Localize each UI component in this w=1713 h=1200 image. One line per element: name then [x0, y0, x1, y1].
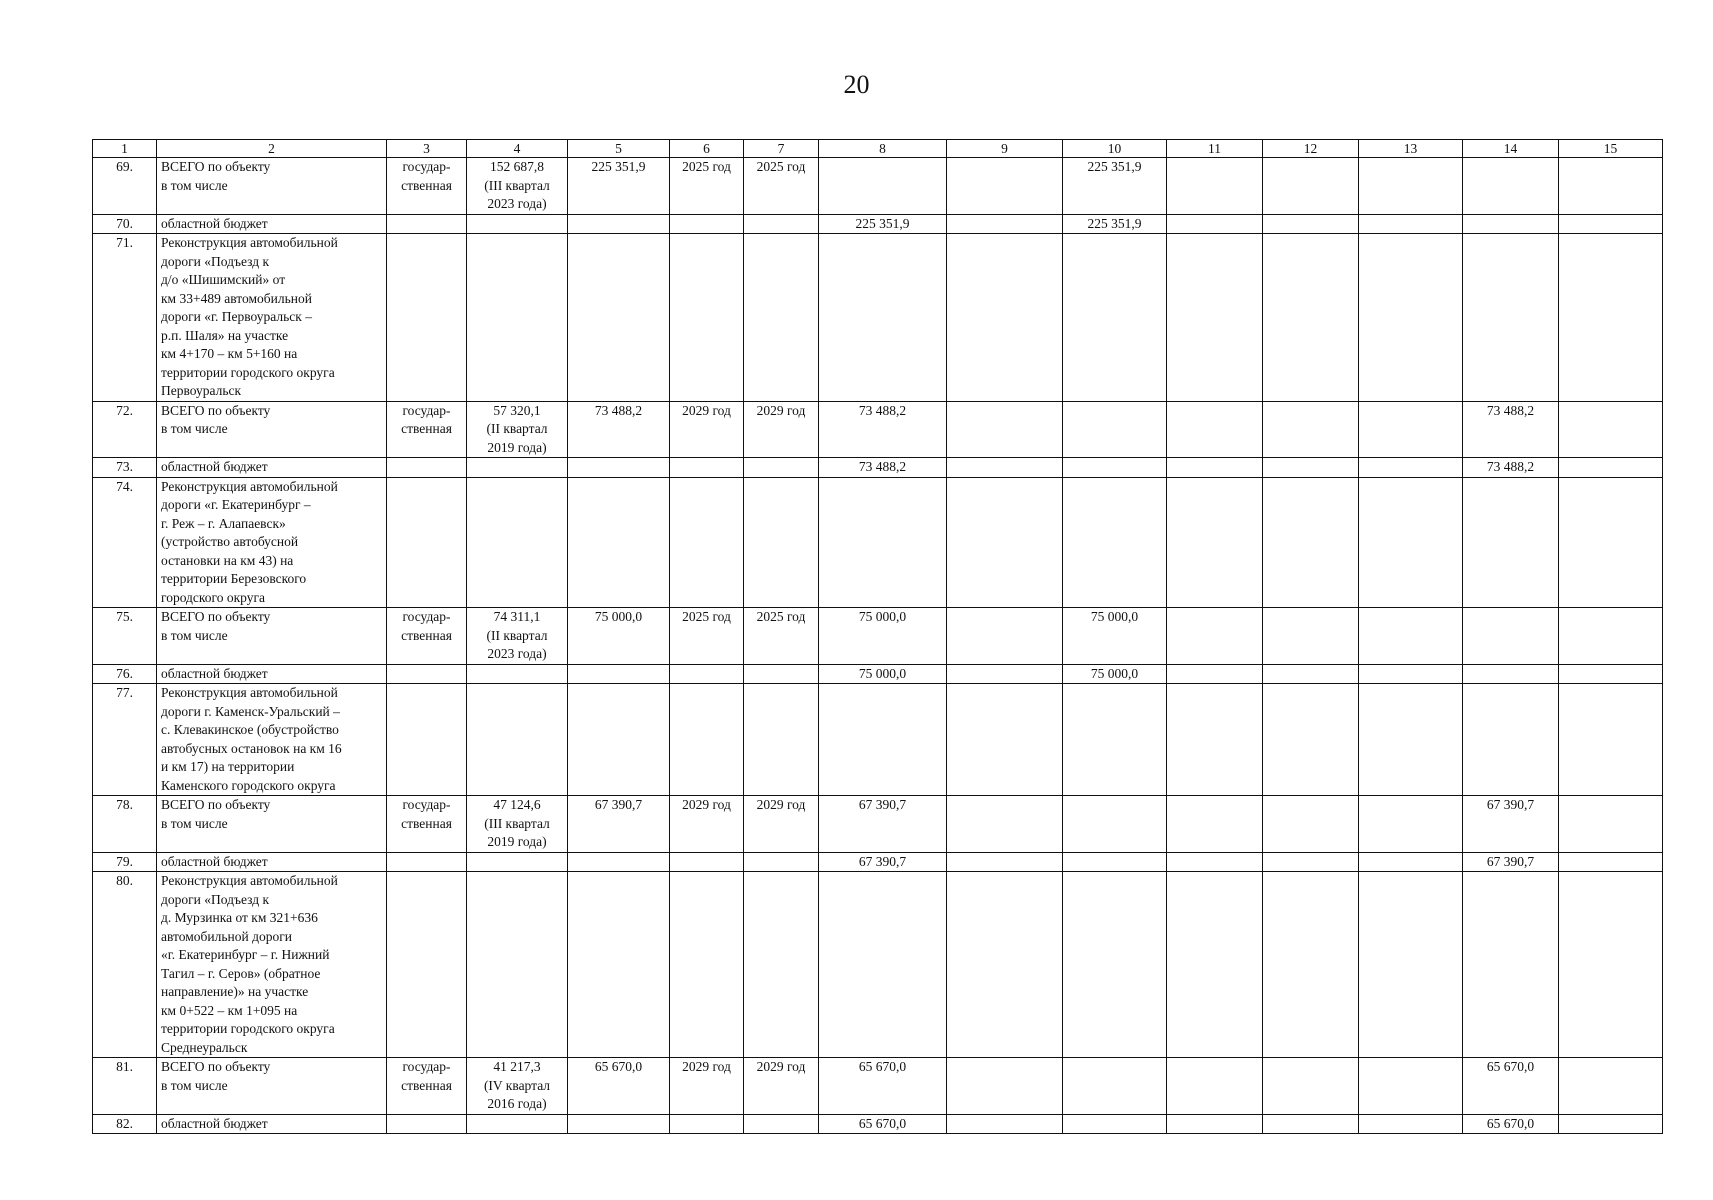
col13-value-cell — [1359, 214, 1463, 234]
ownership-cell: государ- ственная — [387, 1058, 467, 1115]
row-number-cell: 76. — [93, 664, 157, 684]
col15-value-cell — [1559, 214, 1663, 234]
item-name-cell: ВСЕГО по объекту в том числе — [157, 608, 387, 665]
total-cost-cell: 225 351,9 — [568, 158, 670, 215]
item-name-cell: областной бюджет — [157, 852, 387, 872]
end-year-cell: 2025 год — [744, 608, 819, 665]
col11-value-cell — [1167, 684, 1263, 796]
row-number-cell: 73. — [93, 458, 157, 478]
total-cost-cell — [568, 1114, 670, 1134]
row-number-cell: 75. — [93, 608, 157, 665]
row-number-cell: 82. — [93, 1114, 157, 1134]
end-year-cell: 2029 год — [744, 401, 819, 458]
col11-value-cell — [1167, 852, 1263, 872]
col11-value-cell — [1167, 608, 1263, 665]
col10-value-cell — [1063, 477, 1167, 608]
row-number-cell: 77. — [93, 684, 157, 796]
col9-value-cell — [947, 234, 1063, 402]
end-year-cell — [744, 234, 819, 402]
column-header: 2 — [157, 140, 387, 158]
estimated-cost-cell — [467, 458, 568, 478]
col9-value-cell — [947, 477, 1063, 608]
col12-value-cell — [1263, 796, 1359, 853]
col10-value-cell: 225 351,9 — [1063, 214, 1167, 234]
total-cost-cell — [568, 477, 670, 608]
col14-value-cell — [1463, 664, 1559, 684]
col14-value-cell — [1463, 608, 1559, 665]
total-cost-cell — [568, 214, 670, 234]
start-year-cell — [670, 872, 744, 1058]
end-year-cell — [744, 664, 819, 684]
total-cost-cell: 65 670,0 — [568, 1058, 670, 1115]
col9-value-cell — [947, 1058, 1063, 1115]
start-year-cell: 2025 год — [670, 158, 744, 215]
col11-value-cell — [1167, 214, 1263, 234]
col15-value-cell — [1559, 1114, 1663, 1134]
col9-value-cell — [947, 214, 1063, 234]
col11-value-cell — [1167, 796, 1263, 853]
col13-value-cell — [1359, 872, 1463, 1058]
ownership-cell — [387, 872, 467, 1058]
column-header: 5 — [568, 140, 670, 158]
item-name-cell: областной бюджет — [157, 458, 387, 478]
start-year-cell: 2029 год — [670, 401, 744, 458]
col13-value-cell — [1359, 1114, 1463, 1134]
table-row — [93, 1058, 1663, 1115]
row-number-cell: 72. — [93, 401, 157, 458]
column-header: 7 — [744, 140, 819, 158]
ownership-cell — [387, 458, 467, 478]
row-number-cell: 80. — [93, 872, 157, 1058]
col11-value-cell — [1167, 664, 1263, 684]
start-year-cell — [670, 477, 744, 608]
col13-value-cell — [1359, 477, 1463, 608]
column-header: 9 — [947, 140, 1063, 158]
col12-value-cell — [1263, 1058, 1359, 1115]
item-name-cell: областной бюджет — [157, 664, 387, 684]
col12-value-cell — [1263, 214, 1359, 234]
ownership-cell — [387, 214, 467, 234]
col15-value-cell — [1559, 234, 1663, 402]
start-year-cell — [670, 1114, 744, 1134]
total-cost-cell — [568, 872, 670, 1058]
start-year-cell — [670, 234, 744, 402]
col11-value-cell — [1167, 158, 1263, 215]
col9-value-cell — [947, 684, 1063, 796]
table-row — [93, 796, 1663, 853]
col15-value-cell — [1559, 401, 1663, 458]
column-header: 1 — [93, 140, 157, 158]
table-row — [93, 872, 1663, 1058]
estimated-cost-cell: 41 217,3 (IV квартал 2016 года) — [467, 1058, 568, 1115]
start-year-cell — [670, 214, 744, 234]
col9-value-cell — [947, 852, 1063, 872]
col13-value-cell — [1359, 796, 1463, 853]
end-year-cell — [744, 458, 819, 478]
col8-value-cell: 65 670,0 — [819, 1114, 947, 1134]
column-header: 6 — [670, 140, 744, 158]
column-header: 8 — [819, 140, 947, 158]
table-row — [93, 664, 1663, 684]
ownership-cell: государ- ственная — [387, 158, 467, 215]
col10-value-cell — [1063, 234, 1167, 402]
col10-value-cell: 75 000,0 — [1063, 608, 1167, 665]
total-cost-cell — [568, 458, 670, 478]
row-number-cell: 70. — [93, 214, 157, 234]
col14-value-cell: 67 390,7 — [1463, 852, 1559, 872]
col15-value-cell — [1559, 1058, 1663, 1115]
col9-value-cell — [947, 872, 1063, 1058]
estimated-cost-cell — [467, 872, 568, 1058]
ownership-cell — [387, 852, 467, 872]
item-name-cell: ВСЕГО по объекту в том числе — [157, 158, 387, 215]
item-name-cell: областной бюджет — [157, 214, 387, 234]
column-header: 14 — [1463, 140, 1559, 158]
col12-value-cell — [1263, 401, 1359, 458]
table-row — [93, 158, 1663, 215]
col14-value-cell — [1463, 234, 1559, 402]
end-year-cell — [744, 684, 819, 796]
table-row — [93, 608, 1663, 665]
total-cost-cell: 67 390,7 — [568, 796, 670, 853]
table-row — [93, 684, 1663, 796]
end-year-cell — [744, 852, 819, 872]
col9-value-cell — [947, 796, 1063, 853]
item-name-cell: Реконструкция автомобильной дороги «Подъезд к д/о «Шишимский» от км 33+489 автомобильной дороги «г. Первоуральск – р.п. Шаля» на участке км 4+170 – км 5+160 на территории городского округа Первоуральск — [157, 234, 387, 402]
col10-value-cell — [1063, 852, 1167, 872]
col14-value-cell: 65 670,0 — [1463, 1058, 1559, 1115]
col15-value-cell — [1559, 852, 1663, 872]
col14-value-cell — [1463, 684, 1559, 796]
column-header: 13 — [1359, 140, 1463, 158]
col15-value-cell — [1559, 664, 1663, 684]
ownership-cell — [387, 234, 467, 402]
table-row — [93, 1114, 1663, 1134]
ownership-cell: государ- ственная — [387, 796, 467, 853]
row-number-cell: 79. — [93, 852, 157, 872]
column-header: 11 — [1167, 140, 1263, 158]
total-cost-cell — [568, 234, 670, 402]
estimated-cost-cell — [467, 477, 568, 608]
col14-value-cell: 67 390,7 — [1463, 796, 1559, 853]
col12-value-cell — [1263, 458, 1359, 478]
col14-value-cell — [1463, 214, 1559, 234]
col8-value-cell: 73 488,2 — [819, 401, 947, 458]
col14-value-cell: 65 670,0 — [1463, 1114, 1559, 1134]
col10-value-cell: 75 000,0 — [1063, 664, 1167, 684]
estimated-cost-cell — [467, 852, 568, 872]
col10-value-cell — [1063, 796, 1167, 853]
col13-value-cell — [1359, 401, 1463, 458]
col12-value-cell — [1263, 872, 1359, 1058]
end-year-cell — [744, 214, 819, 234]
end-year-cell — [744, 477, 819, 608]
col11-value-cell — [1167, 1114, 1263, 1134]
table-row — [93, 234, 1663, 402]
col10-value-cell: 225 351,9 — [1063, 158, 1167, 215]
col9-value-cell — [947, 1114, 1063, 1134]
col15-value-cell — [1559, 158, 1663, 215]
col11-value-cell — [1167, 477, 1263, 608]
estimated-cost-cell: 57 320,1 (II квартал 2019 года) — [467, 401, 568, 458]
ownership-cell — [387, 477, 467, 608]
col12-value-cell — [1263, 477, 1359, 608]
col10-value-cell — [1063, 684, 1167, 796]
col8-value-cell: 73 488,2 — [819, 458, 947, 478]
row-number-cell: 74. — [93, 477, 157, 608]
table-row — [93, 458, 1663, 478]
col14-value-cell — [1463, 477, 1559, 608]
total-cost-cell: 73 488,2 — [568, 401, 670, 458]
col11-value-cell — [1167, 872, 1263, 1058]
estimated-cost-cell — [467, 214, 568, 234]
estimated-cost-cell — [467, 1114, 568, 1134]
col12-value-cell — [1263, 684, 1359, 796]
col10-value-cell — [1063, 1058, 1167, 1115]
col8-value-cell — [819, 684, 947, 796]
estimated-cost-cell: 152 687,8 (III квартал 2023 года) — [467, 158, 568, 215]
col14-value-cell — [1463, 158, 1559, 215]
col8-value-cell: 67 390,7 — [819, 852, 947, 872]
table-row — [93, 214, 1663, 234]
ownership-cell: государ- ственная — [387, 608, 467, 665]
col8-value-cell — [819, 477, 947, 608]
col12-value-cell — [1263, 608, 1359, 665]
total-cost-cell: 75 000,0 — [568, 608, 670, 665]
col9-value-cell — [947, 401, 1063, 458]
end-year-cell — [744, 1114, 819, 1134]
total-cost-cell — [568, 664, 670, 684]
estimated-cost-cell — [467, 234, 568, 402]
col13-value-cell — [1359, 458, 1463, 478]
col14-value-cell: 73 488,2 — [1463, 458, 1559, 478]
col14-value-cell — [1463, 872, 1559, 1058]
table-row — [93, 401, 1663, 458]
col13-value-cell — [1359, 664, 1463, 684]
col11-value-cell — [1167, 1058, 1263, 1115]
col8-value-cell: 65 670,0 — [819, 1058, 947, 1115]
row-number-cell: 81. — [93, 1058, 157, 1115]
start-year-cell — [670, 852, 744, 872]
col12-value-cell — [1263, 158, 1359, 215]
col8-value-cell — [819, 234, 947, 402]
col12-value-cell — [1263, 1114, 1359, 1134]
col8-value-cell: 67 390,7 — [819, 796, 947, 853]
estimated-cost-cell: 47 124,6 (III квартал 2019 года) — [467, 796, 568, 853]
table-row — [93, 477, 1663, 608]
col12-value-cell — [1263, 234, 1359, 402]
estimated-cost-cell — [467, 684, 568, 796]
item-name-cell: Реконструкция автомобильной дороги «г. Екатеринбург – г. Реж – г. Алапаевск» (устройство автобусной остановки на км 43) на территории Березовского городского округа — [157, 477, 387, 608]
col15-value-cell — [1559, 872, 1663, 1058]
column-header: 4 — [467, 140, 568, 158]
item-name-cell: Реконструкция автомобильной дороги «Подъезд к д. Мурзинка от км 321+636 автомобильной дороги «г. Екатеринбург – г. Нижний Тагил – г. Серов» (обратное направление)» на участке км 0+522 – км 1+095 на территории городского округа Среднеуральск — [157, 872, 387, 1058]
col13-value-cell — [1359, 158, 1463, 215]
item-name-cell: ВСЕГО по объекту в том числе — [157, 1058, 387, 1115]
column-header: 3 — [387, 140, 467, 158]
start-year-cell — [670, 458, 744, 478]
page-number: 20 — [843, 70, 870, 99]
col9-value-cell — [947, 608, 1063, 665]
col13-value-cell — [1359, 608, 1463, 665]
item-name-cell: ВСЕГО по объекту в том числе — [157, 401, 387, 458]
col15-value-cell — [1559, 796, 1663, 853]
col15-value-cell — [1559, 608, 1663, 665]
col14-value-cell: 73 488,2 — [1463, 401, 1559, 458]
start-year-cell — [670, 684, 744, 796]
col10-value-cell — [1063, 458, 1167, 478]
col10-value-cell — [1063, 872, 1167, 1058]
ownership-cell: государ- ственная — [387, 401, 467, 458]
column-header: 10 — [1063, 140, 1167, 158]
col11-value-cell — [1167, 234, 1263, 402]
ownership-cell — [387, 1114, 467, 1134]
col8-value-cell: 225 351,9 — [819, 214, 947, 234]
col8-value-cell: 75 000,0 — [819, 608, 947, 665]
total-cost-cell — [568, 852, 670, 872]
col15-value-cell — [1559, 684, 1663, 796]
col10-value-cell — [1063, 1114, 1167, 1134]
budget-table — [92, 139, 1663, 1134]
item-name-cell: областной бюджет — [157, 1114, 387, 1134]
col15-value-cell — [1559, 458, 1663, 478]
item-name-cell: Реконструкция автомобильной дороги г. Каменск-Уральский – с. Клевакинское (обустройство автобусных остановок на км 16 и км 17) на территории Каменского городского округа — [157, 684, 387, 796]
estimated-cost-cell: 74 311,1 (II квартал 2023 года) — [467, 608, 568, 665]
column-header: 15 — [1559, 140, 1663, 158]
column-header: 12 — [1263, 140, 1359, 158]
end-year-cell: 2025 год — [744, 158, 819, 215]
end-year-cell: 2029 год — [744, 1058, 819, 1115]
row-number-cell: 78. — [93, 796, 157, 853]
row-number-cell: 71. — [93, 234, 157, 402]
col9-value-cell — [947, 664, 1063, 684]
col9-value-cell — [947, 158, 1063, 215]
col13-value-cell — [1359, 1058, 1463, 1115]
col8-value-cell — [819, 158, 947, 215]
end-year-cell — [744, 872, 819, 1058]
header-row — [93, 140, 1663, 158]
col8-value-cell: 75 000,0 — [819, 664, 947, 684]
estimated-cost-cell — [467, 664, 568, 684]
start-year-cell: 2029 год — [670, 796, 744, 853]
col10-value-cell — [1063, 401, 1167, 458]
start-year-cell: 2029 год — [670, 1058, 744, 1115]
col12-value-cell — [1263, 852, 1359, 872]
col15-value-cell — [1559, 477, 1663, 608]
col12-value-cell — [1263, 664, 1359, 684]
start-year-cell — [670, 664, 744, 684]
row-number-cell: 69. — [93, 158, 157, 215]
col9-value-cell — [947, 458, 1063, 478]
col11-value-cell — [1167, 458, 1263, 478]
ownership-cell — [387, 684, 467, 796]
total-cost-cell — [568, 684, 670, 796]
col13-value-cell — [1359, 852, 1463, 872]
col13-value-cell — [1359, 234, 1463, 402]
ownership-cell — [387, 664, 467, 684]
table-row — [93, 852, 1663, 872]
col13-value-cell — [1359, 684, 1463, 796]
start-year-cell: 2025 год — [670, 608, 744, 665]
item-name-cell: ВСЕГО по объекту в том числе — [157, 796, 387, 853]
end-year-cell: 2029 год — [744, 796, 819, 853]
col11-value-cell — [1167, 401, 1263, 458]
col8-value-cell — [819, 872, 947, 1058]
